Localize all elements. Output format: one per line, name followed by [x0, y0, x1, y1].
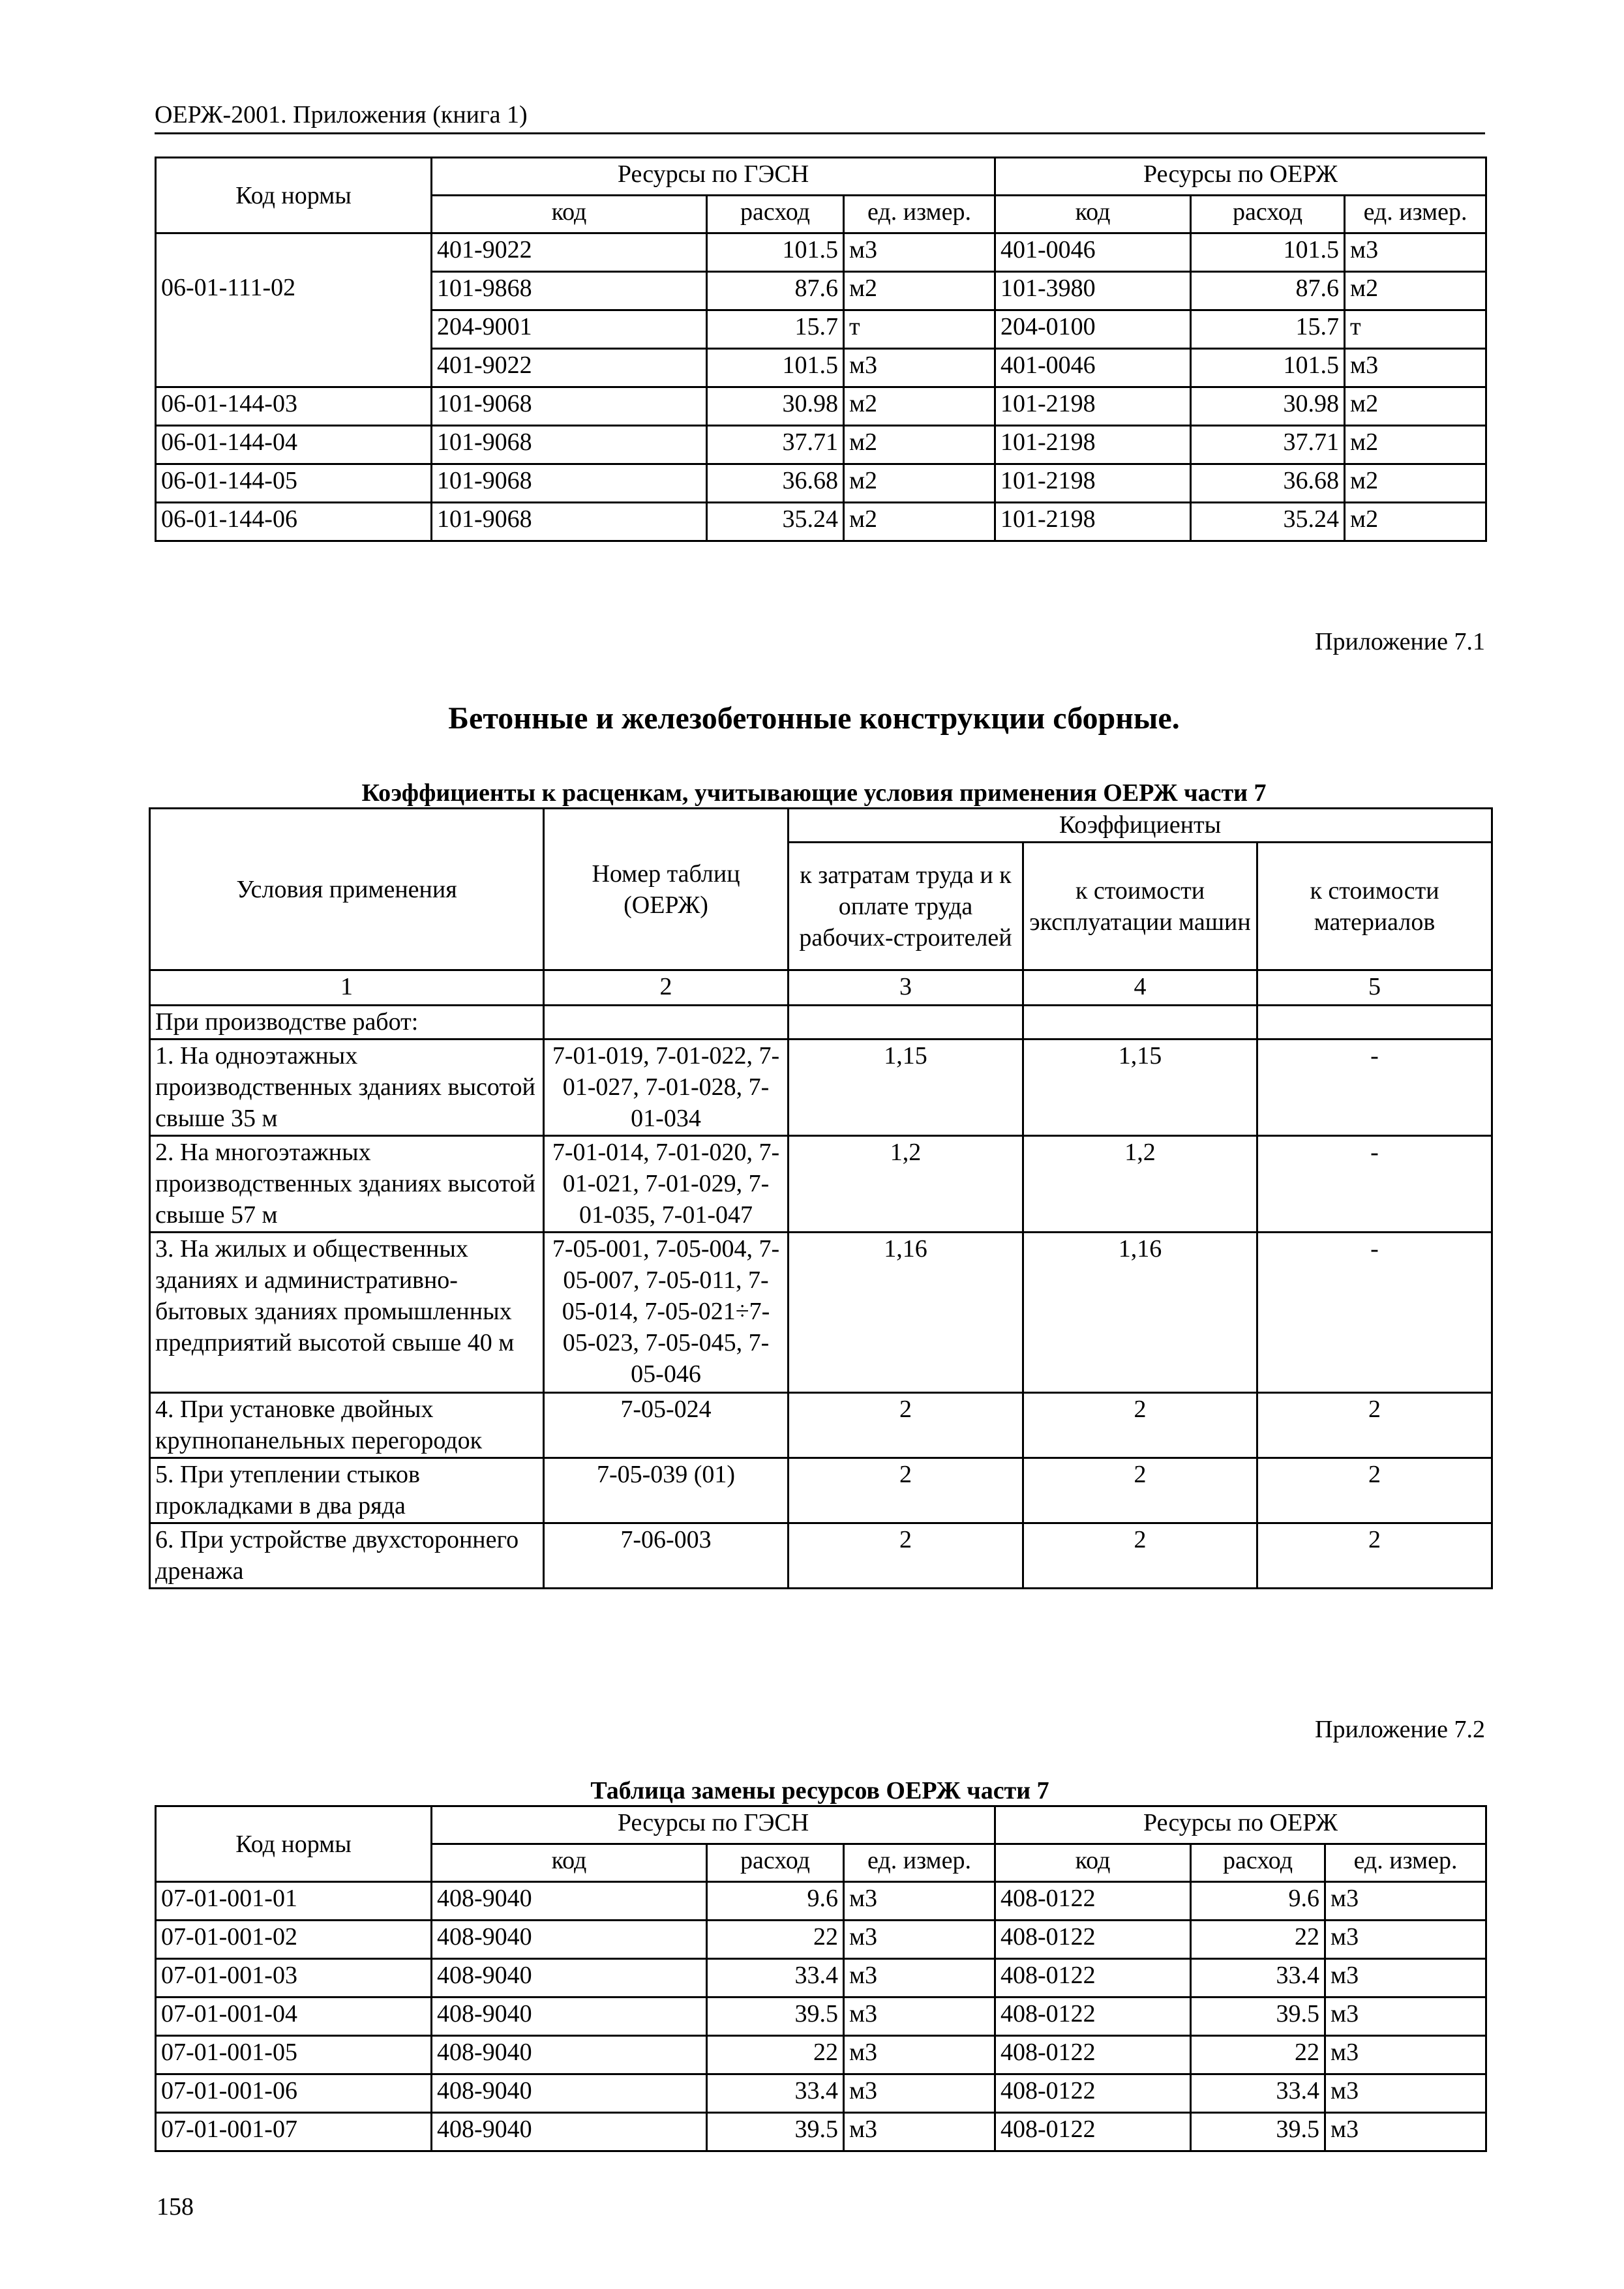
- header-oerzh-consumption: расход: [1191, 196, 1345, 233]
- table-row: [150, 1523, 1492, 1589]
- table-row: [156, 2113, 1486, 2151]
- gesn-unit: м3: [844, 1997, 995, 2036]
- materials-coefficient: -: [1257, 1136, 1492, 1233]
- oerzh-consumption: 33.4: [1191, 1959, 1325, 1997]
- header-oerzh-code: код: [995, 196, 1191, 233]
- norm-code: 06-01-144-05: [156, 464, 432, 503]
- oerzh-code: 101-2198: [995, 426, 1191, 464]
- section-label: При производстве работ:: [150, 1006, 544, 1040]
- resource-replacement-table-part7: [155, 1805, 1487, 2152]
- condition-text: 6. При устройстве двухстороннего дренажа: [150, 1523, 544, 1589]
- oerzh-code: 101-3980: [995, 272, 1191, 310]
- header-coefficients: Коэффициенты: [789, 809, 1492, 843]
- materials-coefficient: -: [1257, 1233, 1492, 1393]
- table-row: [156, 464, 1486, 503]
- header-machines: к стоимости эксплуатации машин: [1023, 843, 1257, 970]
- gesn-consumption: 22: [707, 1921, 844, 1959]
- norm-code: 06-01-144-03: [156, 387, 432, 426]
- oerzh-unit: м3: [1325, 1921, 1486, 1959]
- gesn-code: 101-9068: [432, 503, 707, 541]
- oerzh-consumption: 9.6: [1191, 1882, 1325, 1921]
- table-row: [156, 349, 1486, 387]
- norm-code: [156, 310, 432, 349]
- norm-code: 07-01-001-05: [156, 2036, 432, 2074]
- table-numbers: 7-01-014, 7-01-020, 7-01-021, 7-01-029, 7-01-035, 7-01-047: [544, 1136, 789, 1233]
- labor-coefficient: 1,15: [789, 1040, 1023, 1136]
- gesn-code: 204-9001: [432, 310, 707, 349]
- norm-code: 07-01-001-07: [156, 2113, 432, 2151]
- gesn-consumption: 15.7: [707, 310, 844, 349]
- machines-coefficient: 2: [1023, 1458, 1257, 1523]
- materials-coefficient: 2: [1257, 1523, 1492, 1589]
- oerzh-consumption: 36.68: [1191, 464, 1345, 503]
- oerzh-unit: м2: [1345, 426, 1486, 464]
- gesn-unit: т: [844, 310, 995, 349]
- oerzh-consumption: 30.98: [1191, 387, 1345, 426]
- oerzh-unit: м3: [1325, 2113, 1486, 2151]
- oerzh-unit: м2: [1345, 503, 1486, 541]
- norm-code: 07-01-001-02: [156, 1921, 432, 1959]
- norm-code: 06-01-111-02: [156, 272, 432, 310]
- table-numbers: 7-05-001, 7-05-004, 7-05-007, 7-05-011, 7-05-014, 7-05-021÷7-05-023, 7-05-045, 7-05-046: [544, 1233, 789, 1393]
- gesn-code: 408-9040: [432, 1959, 707, 1997]
- norm-code: 06-01-144-04: [156, 426, 432, 464]
- appendix-7-2-label: Приложение 7.2: [1315, 1716, 1485, 1743]
- norm-code: 06-01-144-06: [156, 503, 432, 541]
- oerzh-code: 408-0122: [995, 1882, 1191, 1921]
- gesn-code: 401-9022: [432, 349, 707, 387]
- gesn-unit: м3: [844, 233, 995, 272]
- oerzh-code: 204-0100: [995, 310, 1191, 349]
- machines-coefficient: 2: [1023, 1393, 1257, 1458]
- oerzh-unit: м2: [1345, 387, 1486, 426]
- labor-coefficient: 2: [789, 1458, 1023, 1523]
- gesn-unit: м2: [844, 387, 995, 426]
- table-row: [156, 503, 1486, 541]
- gesn-consumption: 101.5: [707, 349, 844, 387]
- header-oerzh: Ресурсы по ОЕРЖ: [995, 158, 1486, 196]
- labor-coefficient: 2: [789, 1523, 1023, 1589]
- table-row: [150, 1233, 1492, 1393]
- condition-text: 4. При установке двойных крупнопанельных перегородок: [150, 1393, 544, 1458]
- oerzh-consumption: 87.6: [1191, 272, 1345, 310]
- header-materials: к стоимости материалов: [1257, 843, 1492, 970]
- gesn-consumption: 39.5: [707, 2113, 844, 2151]
- appendix-7-1-label: Приложение 7.1: [1315, 628, 1485, 655]
- oerzh-code: 408-0122: [995, 2036, 1191, 2074]
- gesn-unit: м2: [844, 464, 995, 503]
- column-number: 4: [1023, 970, 1257, 1006]
- table-row: [150, 1393, 1492, 1458]
- gesn-consumption: 101.5: [707, 233, 844, 272]
- table-numbers: 7-05-024: [544, 1393, 789, 1458]
- header-code-norm: Код нормы: [156, 158, 432, 233]
- gesn-code: 101-9068: [432, 426, 707, 464]
- oerzh-consumption: 22: [1191, 2036, 1325, 2074]
- oerzh-code: 408-0122: [995, 1997, 1191, 2036]
- oerzh-unit: м3: [1325, 2036, 1486, 2074]
- oerzh-unit: м2: [1345, 272, 1486, 310]
- gesn-unit: м2: [844, 272, 995, 310]
- gesn-unit: м2: [844, 503, 995, 541]
- oerzh-code: 408-0122: [995, 2113, 1191, 2151]
- oerzh-code: 101-2198: [995, 464, 1191, 503]
- header-gesn-code: код: [432, 1844, 707, 1882]
- header-oerzh-unit: ед. измер.: [1345, 196, 1486, 233]
- gesn-consumption: 22: [707, 2036, 844, 2074]
- coefficients-table: [149, 807, 1493, 1589]
- running-header: ОЕРЖ-2001. Приложения (книга 1): [155, 98, 1485, 134]
- oerzh-consumption: 39.5: [1191, 1997, 1325, 2036]
- oerzh-consumption: 101.5: [1191, 349, 1345, 387]
- gesn-code: 408-9040: [432, 2113, 707, 2151]
- header-code-norm: Код нормы: [156, 1806, 432, 1882]
- oerzh-code: 401-0046: [995, 349, 1191, 387]
- appendix-7-1-caption: Коэффициенты к расценкам, учитывающие условия применения ОЕРЖ части 7: [361, 779, 1267, 807]
- materials-coefficient: 2: [1257, 1458, 1492, 1523]
- gesn-code: 401-9022: [432, 233, 707, 272]
- table-row: [156, 233, 1486, 272]
- page-number: 158: [157, 2193, 194, 2221]
- gesn-code: 101-9868: [432, 272, 707, 310]
- norm-code: [156, 349, 432, 387]
- oerzh-unit: м3: [1325, 2074, 1486, 2113]
- header-gesn-unit: ед. измер.: [844, 196, 995, 233]
- oerzh-code: 408-0122: [995, 1959, 1191, 1997]
- norm-code: 07-01-001-01: [156, 1882, 432, 1921]
- header-gesn-consumption: расход: [707, 1844, 844, 1882]
- table-row: [150, 1040, 1492, 1136]
- norm-code: 07-01-001-04: [156, 1997, 432, 2036]
- column-number: 3: [789, 970, 1023, 1006]
- oerzh-consumption: 101.5: [1191, 233, 1345, 272]
- oerzh-unit: м3: [1345, 349, 1486, 387]
- oerzh-consumption: 15.7: [1191, 310, 1345, 349]
- appendix-7-1-title: Бетонные и железобетонные конструкции сборные.: [448, 701, 1180, 736]
- condition-text: 5. При утеплении стыков прокладками в два ряда: [150, 1458, 544, 1523]
- header-gesn-code: код: [432, 196, 707, 233]
- oerzh-consumption: 37.71: [1191, 426, 1345, 464]
- gesn-code: 408-9040: [432, 1882, 707, 1921]
- oerzh-code: 101-2198: [995, 503, 1191, 541]
- header-gesn: Ресурсы по ГЭСН: [432, 1806, 995, 1844]
- header-labor: к затратам труда и к оплате труда рабочих-строителей: [789, 843, 1023, 970]
- gesn-unit: м3: [844, 2113, 995, 2151]
- gesn-code: 408-9040: [432, 2036, 707, 2074]
- norm-code: 07-01-001-06: [156, 2074, 432, 2113]
- table-row: [156, 1921, 1486, 1959]
- oerzh-unit: м3: [1325, 1997, 1486, 2036]
- machines-coefficient: 2: [1023, 1523, 1257, 1589]
- gesn-code: 408-9040: [432, 1997, 707, 2036]
- machines-coefficient: 1,16: [1023, 1233, 1257, 1393]
- gesn-code: 101-9068: [432, 387, 707, 426]
- table-row: [156, 272, 1486, 310]
- header-gesn-unit: ед. измер.: [844, 1844, 995, 1882]
- gesn-consumption: 9.6: [707, 1882, 844, 1921]
- labor-coefficient: 1,16: [789, 1233, 1023, 1393]
- gesn-unit: м3: [844, 2074, 995, 2113]
- gesn-consumption: 30.98: [707, 387, 844, 426]
- labor-coefficient: 1,2: [789, 1136, 1023, 1233]
- oerzh-code: 408-0122: [995, 2074, 1191, 2113]
- condition-text: 3. На жилых и общественных зданиях и административно-бытовых зданиях промышленных предприятий высотой свыше 40 м: [150, 1233, 544, 1393]
- header-oerzh-unit: ед. измер.: [1325, 1844, 1486, 1882]
- oerzh-unit: м3: [1345, 233, 1486, 272]
- gesn-consumption: 87.6: [707, 272, 844, 310]
- condition-text: 2. На многоэтажных производственных зданиях высотой свыше 57 м: [150, 1136, 544, 1233]
- gesn-code: 408-9040: [432, 2074, 707, 2113]
- table-numbers: 7-05-039 (01): [544, 1458, 789, 1523]
- table-row: [156, 1882, 1486, 1921]
- oerzh-unit: т: [1345, 310, 1486, 349]
- gesn-consumption: 37.71: [707, 426, 844, 464]
- table-numbers: 7-01-019, 7-01-022, 7-01-027, 7-01-028, 7-01-034: [544, 1040, 789, 1136]
- table-row: [156, 1997, 1486, 2036]
- gesn-unit: м3: [844, 2036, 995, 2074]
- gesn-consumption: 36.68: [707, 464, 844, 503]
- table-row: [156, 310, 1486, 349]
- table-row: [156, 1959, 1486, 1997]
- gesn-consumption: 33.4: [707, 1959, 844, 1997]
- appendix-7-2-caption: Таблица замены ресурсов ОЕРЖ части 7: [590, 1777, 1049, 1804]
- machines-coefficient: 1,2: [1023, 1136, 1257, 1233]
- resource-replacement-table-part6: [155, 157, 1487, 542]
- gesn-unit: м3: [844, 349, 995, 387]
- header-oerzh-consumption: расход: [1191, 1844, 1325, 1882]
- column-number: 2: [544, 970, 789, 1006]
- oerzh-code: 408-0122: [995, 1921, 1191, 1959]
- gesn-code: 101-9068: [432, 464, 707, 503]
- table-row: [150, 1136, 1492, 1233]
- norm-code: 07-01-001-03: [156, 1959, 432, 1997]
- oerzh-consumption: 39.5: [1191, 2113, 1325, 2151]
- gesn-unit: м3: [844, 1921, 995, 1959]
- header-gesn-consumption: расход: [707, 196, 844, 233]
- gesn-code: 408-9040: [432, 1921, 707, 1959]
- materials-coefficient: -: [1257, 1040, 1492, 1136]
- table-row: [156, 2074, 1486, 2113]
- oerzh-unit: м2: [1345, 464, 1486, 503]
- oerzh-consumption: 35.24: [1191, 503, 1345, 541]
- oerzh-code: 401-0046: [995, 233, 1191, 272]
- table-row: [156, 426, 1486, 464]
- table-row: [156, 2036, 1486, 2074]
- column-number: 5: [1257, 970, 1492, 1006]
- table-row: [156, 387, 1486, 426]
- gesn-unit: м3: [844, 1959, 995, 1997]
- oerzh-unit: м3: [1325, 1959, 1486, 1997]
- header-gesn: Ресурсы по ГЭСН: [432, 158, 995, 196]
- oerzh-consumption: 33.4: [1191, 2074, 1325, 2113]
- machines-coefficient: 1,15: [1023, 1040, 1257, 1136]
- header-conditions: Условия применения: [150, 809, 544, 970]
- gesn-consumption: 35.24: [707, 503, 844, 541]
- labor-coefficient: 2: [789, 1393, 1023, 1458]
- gesn-consumption: 39.5: [707, 1997, 844, 2036]
- header-oerzh: Ресурсы по ОЕРЖ: [995, 1806, 1486, 1844]
- header-oerzh-code: код: [995, 1844, 1191, 1882]
- gesn-consumption: 33.4: [707, 2074, 844, 2113]
- oerzh-consumption: 22: [1191, 1921, 1325, 1959]
- gesn-unit: м2: [844, 426, 995, 464]
- column-number: 1: [150, 970, 544, 1006]
- table-row: [150, 1458, 1492, 1523]
- oerzh-unit: м3: [1325, 1882, 1486, 1921]
- norm-code: [156, 233, 432, 272]
- header-table-numbers: Номер таблиц (ОЕРЖ): [544, 809, 789, 970]
- condition-text: 1. На одноэтажных производственных зданиях высотой свыше 35 м: [150, 1040, 544, 1136]
- gesn-unit: м3: [844, 1882, 995, 1921]
- oerzh-code: 101-2198: [995, 387, 1191, 426]
- materials-coefficient: 2: [1257, 1393, 1492, 1458]
- table-numbers: 7-06-003: [544, 1523, 789, 1589]
